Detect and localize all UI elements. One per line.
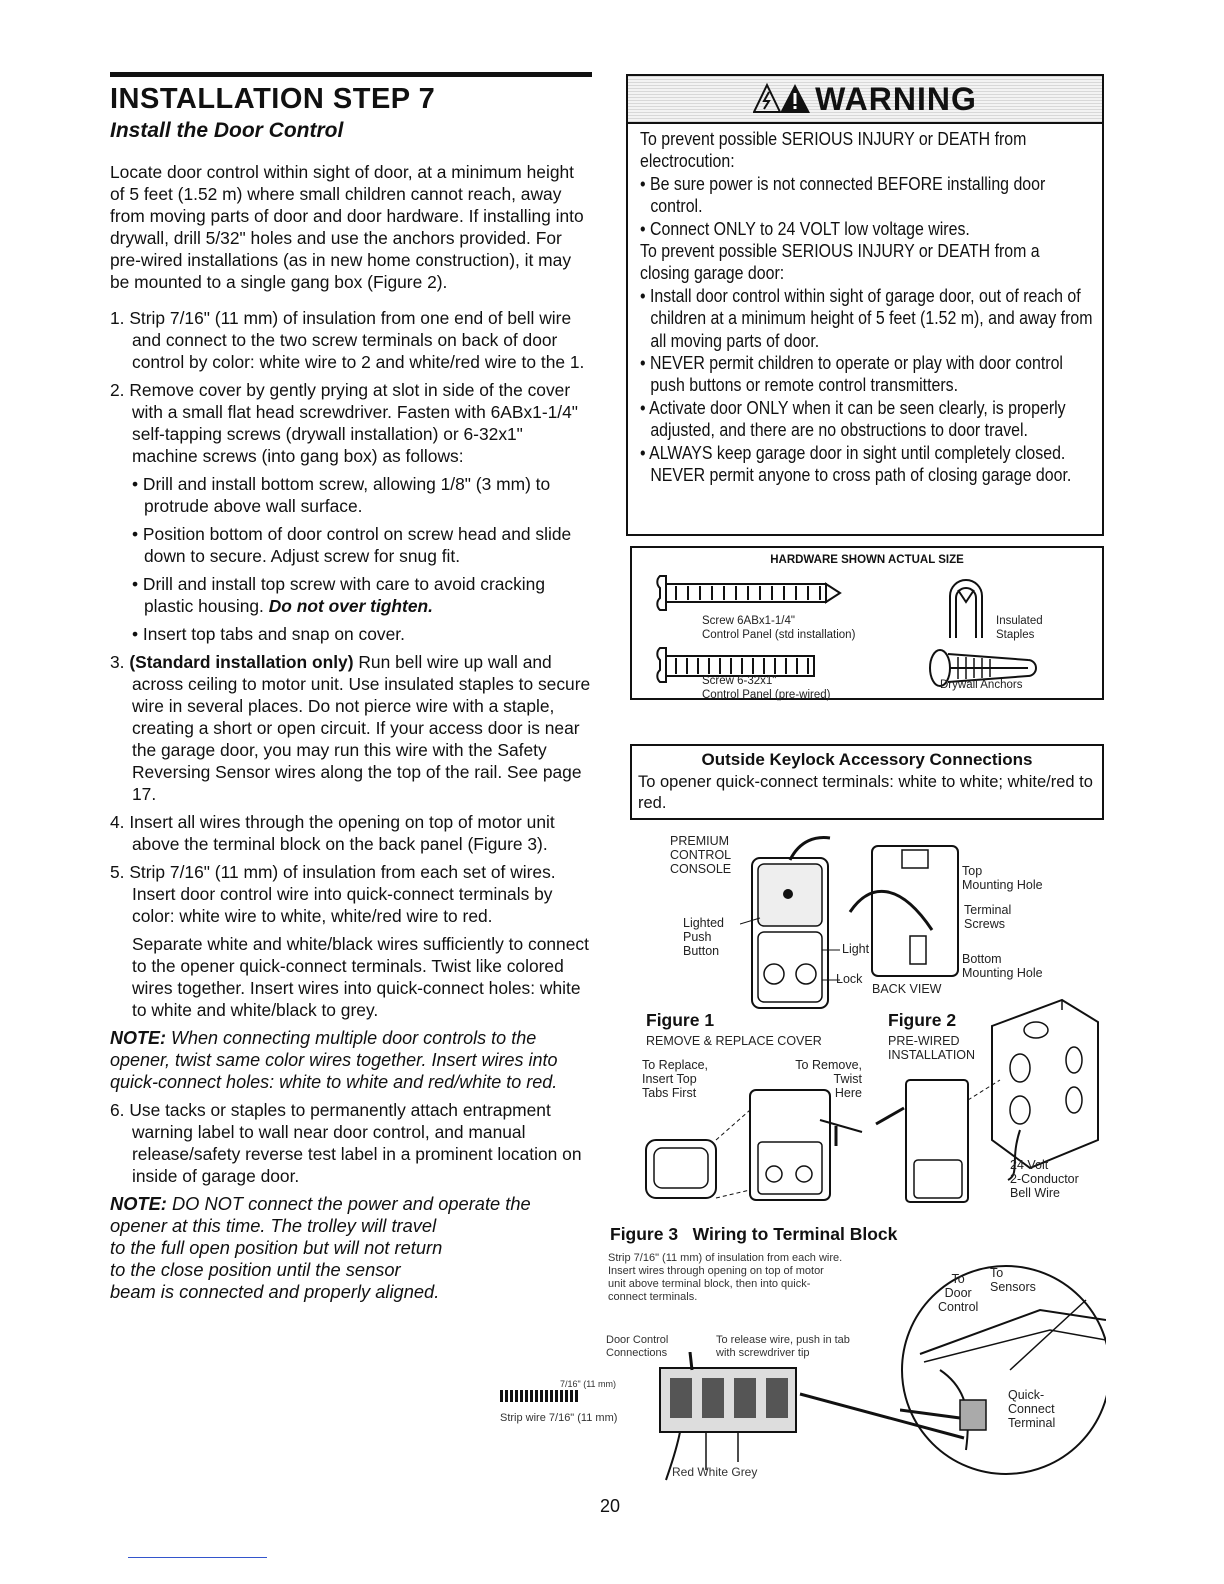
terminal-l2: Screws [964, 917, 1005, 931]
to-replace-l3: Tabs First [642, 1086, 697, 1100]
screw-1-caption-l1: Screw 6ABx1-1/4" [702, 615, 795, 627]
bell-wire-label [1010, 1158, 1079, 1200]
to-door-control-label [938, 1272, 978, 1314]
lighted-l1: Lighted [683, 916, 725, 930]
note-1-label: NOTE: [110, 1028, 166, 1048]
note-1-text: When connecting multiple door controls to the opener, twist same color wires together. Insert wires into quick-connect holes: white to white and red/white to red. [110, 1028, 558, 1092]
warning-bullet-4: • NEVER permit children to operate or play with door control push buttons or remote control transmitters. [640, 352, 1063, 396]
note-2 [110, 1193, 592, 1303]
step-5-paragraph-2: Separate white and white/black wires sufficiently to connect to the opener quick-connect terminals. Twist like colored wires together. Insert wires into quick-connect holes: white to white and white/black to grey. [132, 934, 589, 1020]
insulated-staple-icon [944, 578, 988, 640]
to-door-l2: Door [944, 1286, 972, 1300]
note-2-l5: beam is connected and properly aligned. [110, 1281, 440, 1302]
warning-triangle-icon [753, 82, 811, 116]
step-2-bullet-3-text: • Drill and install top screw with care to avoid cracking plastic housing. [132, 574, 546, 616]
step-2-bullet-4: • Insert top tabs and snap on cover. [132, 624, 405, 644]
keylock-body: To opener quick-connect terminals: white to white; white/red to red. [638, 773, 1093, 812]
light-label: Light [842, 942, 870, 956]
note-2-l4: to the close position until the sensor [110, 1259, 401, 1280]
bottom-mounting-label [962, 952, 1043, 980]
step-3 [110, 651, 592, 805]
lighted-l2: Push [683, 930, 712, 944]
note-2-line-1 [110, 1193, 592, 1215]
note-2-label: NOTE: [110, 1193, 167, 1214]
to-door-l1: To [951, 1272, 965, 1286]
warning-bullet-2: • Connect ONLY to 24 VOLT low voltage wires. [640, 217, 970, 239]
intro-paragraph: Locate door control within sight of door, at a minimum height of 5 feet (1.52 m) where small children cannot reach, away from moving parts of door and door hardware. If installing into drywall, drill 5/32" holes and use the anchors provided. For pre-wired installations (as in new home construction), it may be mounted to a single gang box (Figure 2). [110, 162, 584, 292]
bottom-l2: Mounting Hole [962, 966, 1043, 980]
note-1 [110, 1027, 592, 1093]
to-door-l3: Control [938, 1300, 979, 1314]
note-2-l3: to the full open position but will not return [110, 1237, 443, 1258]
door-conn-l2: Connections [606, 1347, 668, 1359]
premium-l2: CONTROL [670, 848, 732, 862]
step-3-number: 3. [110, 652, 125, 672]
step-2-bullet-2: • Position bottom of door control on screw head and slide down to secure. Adjust screw for snug fit. [132, 524, 572, 566]
screw-6abx-icon [650, 574, 850, 614]
figure-2-title: Figure 2 [888, 1010, 957, 1030]
staples-caption-l1: Insulated [996, 615, 1043, 627]
step-5: 5. Strip 7/16" (11 mm) of insulation from each set of wires. Insert door control wire into quick-connect terminals by color: white wire to white, white/red wire to red. [110, 862, 556, 926]
screw-1-caption [702, 614, 855, 642]
warning-para-1: To prevent possible SERIOUS INJURY or DEATH from electrocution: [640, 128, 1027, 172]
terminal-l1: Terminal [964, 903, 1012, 917]
step-2: 2. Remove cover by gently prying at slot in side of the cover with a small flat head screwdriver. Fasten with 6ABx1-1/4" self-tapping screws (drywall installation) or 6-32x1" machine screws (into gang box) as follows: [110, 380, 578, 466]
qc-l3: Terminal [1008, 1416, 1056, 1430]
bottom-l1: Bottom [962, 952, 1002, 966]
figure-3-title [610, 1224, 897, 1245]
fig3-l2: Insert wires through opening on top of motor [608, 1265, 824, 1277]
to-replace-l1: To Replace, [642, 1058, 709, 1072]
step-3-text: Run bell wire up wall and across ceiling to motor unit. Use insulated staples to secure wire in several places. Do not pierce wire with a staple, creating a short or open circuit. If your access door is near the garage door, you may run this wire with the Safety Reversing Sensor wires along the top of the rail. See page 17. [132, 652, 591, 804]
staples-caption [996, 614, 1043, 642]
to-remove-l2: Twist [833, 1072, 862, 1086]
to-remove-l1: To Remove, [795, 1058, 862, 1072]
figure-3-instructions [608, 1252, 842, 1304]
fig3-l3: unit above terminal block, then into quick- [608, 1278, 811, 1290]
release-l1: To release wire, push in tab [716, 1334, 850, 1346]
top-mounting-label [962, 864, 1043, 892]
figure-3-caption: Wiring to Terminal Block [692, 1224, 898, 1244]
figure-1-subtitle: REMOVE & REPLACE COVER [646, 1034, 822, 1048]
volt-l1: 24 Volt [1010, 1158, 1049, 1172]
step-2-bullet-3 [110, 573, 592, 617]
premium-console-label [670, 834, 731, 876]
lighted-l3: Button [683, 944, 720, 958]
note-2-l1: DO NOT connect the power and operate the [171, 1193, 531, 1214]
to-sensors-label [990, 1266, 1036, 1294]
fig3-l4: connect terminals. [608, 1291, 698, 1303]
warning-bullet-1: • Be sure power is not connected BEFORE installing door control. [640, 172, 1046, 217]
strip-length-small: 7/16" (11 mm) [560, 1379, 617, 1389]
left-column [110, 72, 592, 1309]
figure-3-label: Figure 3 [610, 1224, 679, 1244]
staples-caption-l2: Staples [996, 629, 1035, 641]
hardware-box [630, 546, 1104, 700]
title-rule [110, 72, 592, 77]
fig3-l1: Strip 7/16" (11 mm) of insulation from each wire. [608, 1252, 843, 1264]
warning-title: WARNING [815, 81, 977, 117]
note-2-l2: opener at this time. The trolley will travel [110, 1215, 437, 1236]
screw-2-caption [702, 674, 830, 702]
step-3-bold: (Standard installation only) [129, 652, 354, 672]
screw-2-caption-l2: Control Panel (pre-wired) [702, 689, 831, 701]
release-l2: with screwdriver tip [716, 1347, 810, 1359]
terminal-screws-label [964, 903, 1011, 931]
do-not-overtighten: Do not over tighten. [268, 596, 433, 616]
warning-para-2: To prevent possible SERIOUS INJURY or DEATH from a closing garage door: [640, 240, 1040, 284]
qc-l2: Connect [1008, 1402, 1055, 1416]
screw-2-caption-l1: Screw 6-32x1" [702, 675, 777, 687]
back-view-label: BACK VIEW [872, 982, 942, 996]
figure-1-title: Figure 1 [646, 1010, 715, 1030]
qc-l1: Quick- [1008, 1388, 1045, 1402]
step-4: 4. Insert all wires through the opening on top of motor unit above the terminal block on the back panel (Figure 3). [110, 812, 555, 854]
fig2-sub-l1: PRE-WIRED [888, 1034, 960, 1048]
premium-l3: CONSOLE [670, 862, 732, 876]
warning-bullet-3: • Install door control within sight of garage door, out of reach of children at a minimum height of 5 feet (1.52 m), and away from all moving parts of door. [640, 284, 1093, 351]
premium-l1: PREMIUM [670, 834, 730, 848]
warning-bullet-6: • ALWAYS keep garage door in sight until completely closed. NEVER permit anyone to cross path of closing garage door. [640, 441, 1072, 486]
volt-l3: Bell Wire [1010, 1186, 1061, 1200]
step-2-bullet-1: • Drill and install bottom screw, allowing 1/8" (3 mm) to protrude above wall surface. [132, 474, 551, 516]
strip-wire-label: Strip wire 7/16" (11 mm) [500, 1412, 618, 1424]
stripped-wire-icon [500, 1390, 580, 1402]
door-conn-l1: Door Control [606, 1334, 669, 1346]
top-l2: Mounting Hole [962, 878, 1043, 892]
keylock-title: Outside Keylock Accessory Connections [701, 750, 1033, 769]
step-title: INSTALLATION STEP 7 [110, 83, 436, 115]
anchors-caption: Drywall Anchors [940, 679, 1023, 691]
lock-label: Lock [836, 972, 863, 986]
to-sensors-l1: To [990, 1266, 1004, 1280]
lighted-button-label [683, 916, 724, 958]
bottom-link-line [128, 1557, 267, 1558]
remove-cover-illustration [640, 1080, 870, 1210]
warning-bullet-5: • Activate door ONLY when it can be seen clearly, is properly adjusted, and there are no obstructions to door travel. [640, 396, 1066, 441]
warning-box [626, 74, 1104, 536]
to-replace-l2: Insert Top [642, 1072, 697, 1086]
fig2-sub-l2: INSTALLATION [888, 1048, 976, 1062]
to-sensors-l2: Sensors [990, 1280, 1036, 1294]
warning-banner [628, 76, 1102, 124]
volt-l2: 2-Conductor [1010, 1172, 1079, 1186]
hardware-title: HARDWARE SHOWN ACTUAL SIZE [770, 554, 964, 566]
wire-colors-label: Red White Grey [672, 1465, 758, 1479]
to-remove-l3: Here [834, 1086, 862, 1100]
step-1: 1. Strip 7/16" (11 mm) of insulation from one end of bell wire and connect to the two screw terminals on back of door control by color: white wire to 2 and white/red wire to the 1. [110, 308, 585, 372]
warning-body [628, 124, 1102, 487]
step-subtitle: Install the Door Control [110, 119, 344, 142]
screw-1-caption-l2: Control Panel (std installation) [702, 629, 856, 641]
step-6: 6. Use tacks or staples to permanently attach entrapment warning label to wall near door control, and manual release/safety reverse test label in a prominent location on inside of garage door. [110, 1100, 582, 1186]
page-number: 20 [600, 1496, 621, 1516]
quick-connect-label [1008, 1388, 1055, 1430]
keylock-box [630, 744, 1104, 820]
top-l1: Top [962, 864, 983, 878]
